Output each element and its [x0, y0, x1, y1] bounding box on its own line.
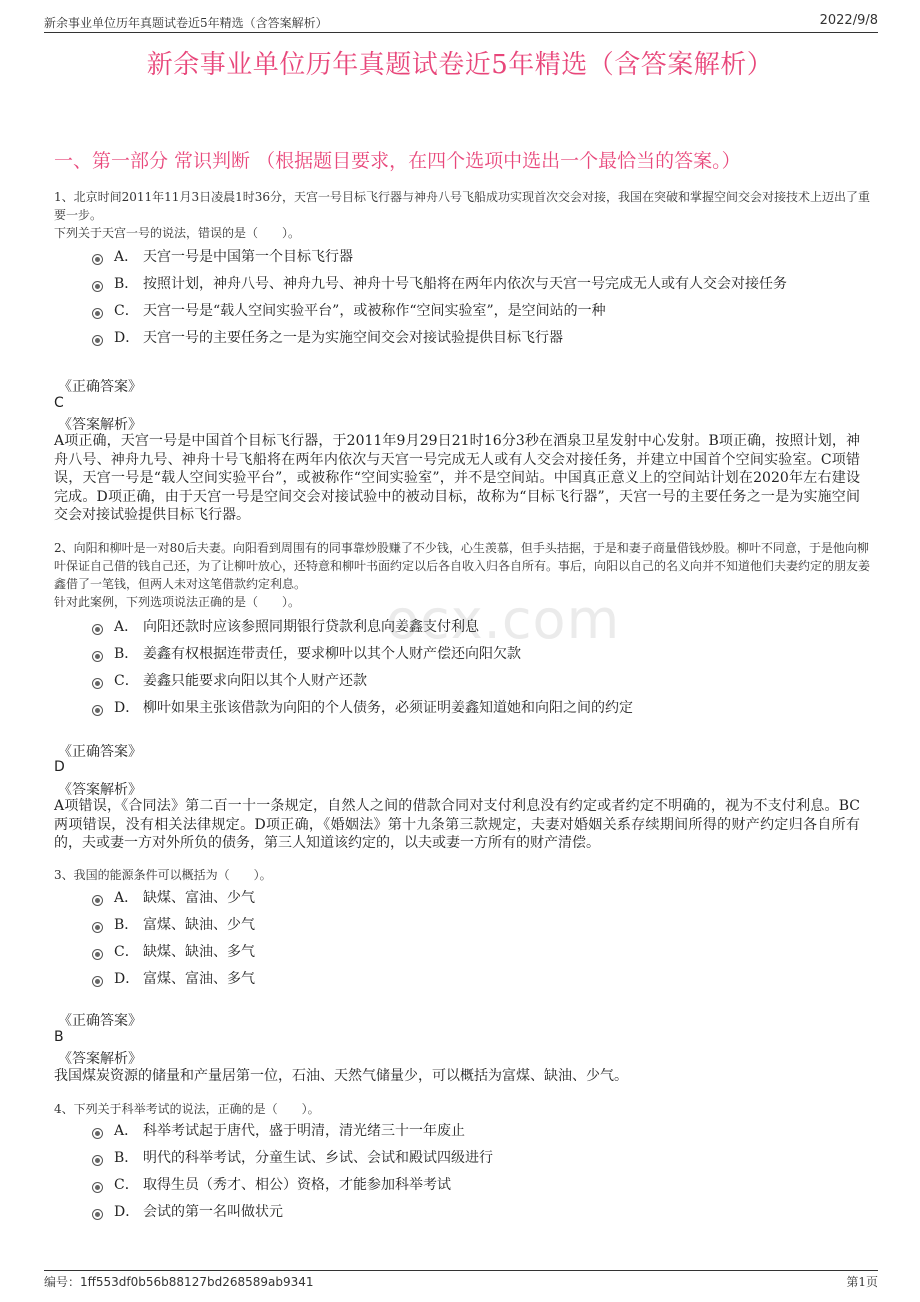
- correct-answer: D: [54, 759, 65, 775]
- option-b[interactable]: [92, 1148, 872, 1175]
- answer-label: 《正确答案》: [58, 1013, 142, 1029]
- document-code: 编号：1ff553df0b56b88127bd268589ab9341: [44, 1275, 314, 1289]
- option-letter: B．: [114, 1150, 139, 1166]
- option-d[interactable]: [92, 969, 872, 996]
- section-heading: 一、第一部分 常识判断 （根据题目要求，在四个选项中选出一个最恰当的答案。）: [54, 150, 741, 172]
- option-text: 姜鑫有权根据连带责任，要求柳叶以其个人财产偿还向阳欠款: [143, 646, 521, 662]
- option-text: 向阳还款时应该参照同期银行贷款利息向姜鑫支付利息: [143, 619, 479, 635]
- radio-button-icon[interactable]: [92, 705, 103, 716]
- option-text: 天宫一号的主要任务之一是为实施空间交会对接试验提供目标飞行器: [143, 330, 563, 346]
- radio-button-icon[interactable]: [92, 1209, 103, 1220]
- radio-button-icon[interactable]: [92, 949, 103, 960]
- question-prompt: 下列关于天宫一号的说法，错误的是（ ）。: [54, 226, 301, 240]
- option-d[interactable]: [92, 1202, 872, 1229]
- options-list-q4: [92, 1121, 872, 1229]
- answer-label: 《正确答案》: [58, 379, 142, 395]
- question-stem: 1、北京时间2011年11月3日凌晨1时36分，天宫一号目标飞行器与神舟八号飞船成功实现首次交会对接，我国在突破和掌握空间交会对接技术上迈出了重要一步。: [54, 190, 870, 222]
- option-b[interactable]: [92, 274, 872, 301]
- option-a[interactable]: [92, 888, 872, 915]
- option-letter: D．: [114, 1204, 140, 1220]
- option-text: 明代的科举考试，分童生试、乡试、会试和殿试四级进行: [143, 1150, 493, 1166]
- option-text: 天宫一号是中国第一个目标飞行器: [143, 249, 353, 265]
- options-list-q3: [92, 888, 872, 996]
- explanation-text: 我国煤炭资源的储量和产量居第一位，石油、天然气储量少，可以概括为富煤、缺油、少气。: [54, 1068, 628, 1084]
- radio-button-icon[interactable]: [92, 1128, 103, 1139]
- header-date: 2022/9/8: [819, 13, 878, 28]
- option-a[interactable]: [92, 617, 872, 644]
- option-letter: B．: [114, 917, 139, 933]
- radio-button-icon[interactable]: [92, 1182, 103, 1193]
- option-d[interactable]: [92, 698, 872, 725]
- explanation-text: A项正确，天宫一号是中国首个目标飞行器，于2011年9月29日21时16分3秒在酒泉卫星发射中心发射。B项正确，按照计划，神舟八号、神舟九号、神舟十号飞船将在两年内依次与天宫一号完成无人或有人交会对接任务，并建立中国首个空间实验室。C项错误，天宫一号是“载人空间实验平台”，或被称作“空间实验室”，并不是空间站。中国真正意义上的空间站计划在2020年左右建设完成。D项正确，由于天宫一号是空间交会对接试验中的被动目标，故称为“目标飞行器”，天宫一号的主要任务之一是为实施空间交会对接试验提供目标飞行器。: [54, 433, 860, 523]
- option-text: 缺煤、缺油、多气: [143, 944, 255, 960]
- option-b[interactable]: [92, 644, 872, 671]
- option-letter: C．: [114, 673, 139, 689]
- document-title: 新余事业单位历年真题试卷近5年精选（含答案解析）: [146, 50, 774, 80]
- radio-button-icon[interactable]: [92, 308, 103, 319]
- option-text: 天宫一号是“载人空间实验平台”，或被称作“空间实验室”，是空间站的一种: [143, 303, 606, 319]
- option-c[interactable]: [92, 671, 872, 698]
- question-stem: 3、我国的能源条件可以概括为（ ）。: [54, 868, 272, 882]
- option-text: 柳叶如果主张该借款为向阳的个人债务，必须证明姜鑫知道她和向阳之间的约定: [143, 700, 633, 716]
- watermark: ocx.com: [386, 588, 621, 651]
- options-list-q1: [92, 247, 872, 355]
- answer-label: 《正确答案》: [58, 744, 142, 760]
- option-text: 姜鑫只能要求向阳以其个人财产还款: [143, 673, 367, 689]
- option-d[interactable]: [92, 328, 872, 355]
- page-number: 第1页: [846, 1275, 878, 1289]
- option-a[interactable]: [92, 1121, 872, 1148]
- radio-button-icon[interactable]: [92, 281, 103, 292]
- correct-answer: C: [54, 395, 64, 411]
- explanation-label: 《答案解析》: [58, 1051, 142, 1067]
- option-letter: B．: [114, 646, 139, 662]
- radio-button-icon[interactable]: [92, 976, 103, 987]
- question-1: [54, 188, 874, 242]
- option-letter: D．: [114, 700, 140, 716]
- explanation-label: 《答案解析》: [58, 417, 142, 433]
- radio-button-icon[interactable]: [92, 624, 103, 635]
- option-letter: C．: [114, 944, 139, 960]
- option-letter: D．: [114, 971, 140, 987]
- option-c[interactable]: [92, 1175, 872, 1202]
- explanation-label: 《答案解析》: [58, 782, 142, 798]
- option-text: 按照计划，神舟八号、神舟九号、神舟十号飞船将在两年内依次与天宫一号完成无人或有人交会对接任务: [143, 276, 787, 292]
- explanation-text: A项错误，《合同法》第二百一十一条规定，自然人之间的借款合同对支付利息没有约定或者约定不明确的，视为不支付利息。BC两项错误，没有相关法律规定。D项正确，《婚姻法》第十九条第三款规定，夫妻对婚姻关系存续期间所得的财产约定归各自所有的，夫或妻一方对外所负的债务，第三人知道该约定的，以夫或妻一方所有的财产清偿。: [54, 798, 860, 851]
- option-text: 会试的第一名叫做状元: [143, 1204, 283, 1220]
- option-letter: D．: [114, 330, 140, 346]
- option-letter: C．: [114, 303, 139, 319]
- radio-button-icon[interactable]: [92, 678, 103, 689]
- radio-button-icon[interactable]: [92, 922, 103, 933]
- option-letter: A．: [114, 1123, 139, 1139]
- option-text: 富煤、缺油、少气: [143, 917, 255, 933]
- question-2: [54, 539, 874, 611]
- option-text: 取得生员（秀才、相公）资格，才能参加科举考试: [143, 1177, 451, 1193]
- question-stem: 4、下列关于科举考试的说法，正确的是（ ）。: [54, 1102, 320, 1116]
- option-letter: B．: [114, 276, 139, 292]
- page-header: [44, 12, 878, 33]
- option-b[interactable]: [92, 915, 872, 942]
- option-c[interactable]: [92, 942, 872, 969]
- radio-button-icon[interactable]: [92, 651, 103, 662]
- option-letter: A．: [114, 890, 139, 906]
- question-stem: 2、向阳和柳叶是一对80后夫妻。向阳看到周围有的同事靠炒股赚了不少钱，心生羡慕，但手头拮据，于是和妻子商量借钱炒股。柳叶不同意，于是他向柳叶保证自己借的钱自己还，为了让柳叶放心，还特意和柳叶书面约定以后各自收入归各自所有。事后，向阳以自己的名义向并不知道他们夫妻约定的朋友姜鑫借了一笔钱，但两人未对这笔借款约定利息。: [54, 541, 871, 591]
- question-3: [54, 866, 874, 884]
- option-c[interactable]: [92, 301, 872, 328]
- option-a[interactable]: [92, 247, 872, 274]
- option-letter: C．: [114, 1177, 139, 1193]
- radio-button-icon[interactable]: [92, 335, 103, 346]
- option-letter: A．: [114, 249, 139, 265]
- page-footer: [44, 1270, 878, 1287]
- correct-answer: B: [54, 1029, 64, 1045]
- radio-button-icon[interactable]: [92, 1155, 103, 1166]
- header-doc-title: 新余事业单位历年真题试卷近5年精选（含答案解析）: [44, 16, 328, 30]
- option-letter: A．: [114, 619, 139, 635]
- radio-button-icon[interactable]: [92, 895, 103, 906]
- option-text: 富煤、富油、多气: [143, 971, 255, 987]
- question-4: [54, 1100, 874, 1118]
- radio-button-icon[interactable]: [92, 254, 103, 265]
- option-text: 缺煤、富油、少气: [143, 890, 255, 906]
- option-text: 科举考试起于唐代，盛于明清，清光绪三十一年废止: [143, 1123, 465, 1139]
- options-list-q2: [92, 617, 872, 725]
- question-prompt: 针对此案例，下列选项说法正确的是（ ）。: [54, 595, 301, 609]
